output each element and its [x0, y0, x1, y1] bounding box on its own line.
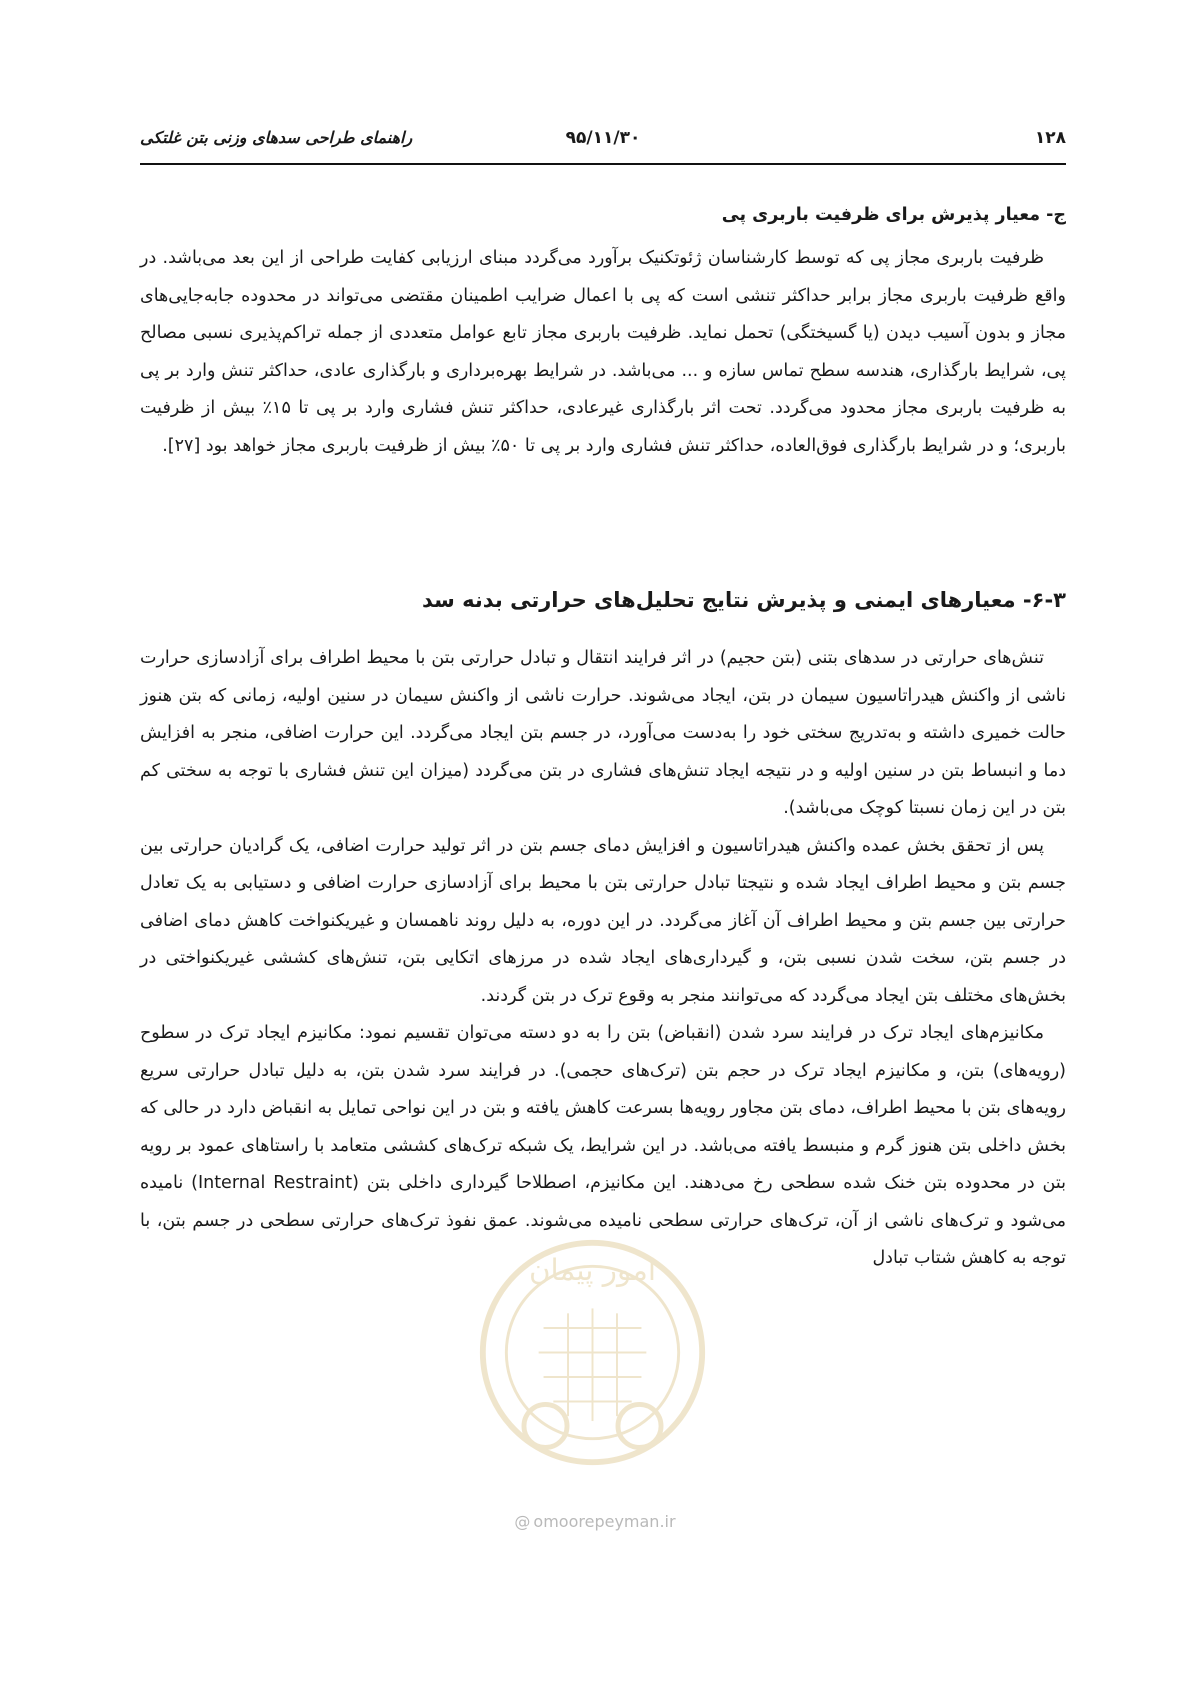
header-date: ۹۵/۱۱/۳۰ [565, 128, 641, 148]
at-icon: @ [514, 1512, 531, 1531]
paragraph: تنش‌های حرارتی در سدهای بتنی (بتن حجیم) در اثر فرایند انتقال و تبادل حرارتی بتن با محیط اطراف برای آزادسازی حرارت ناشی از واکنش هیدراتاسیون سیمان در بتن، ایجاد می‌شوند. حرارت ناشی از واکنش سیمان در سنین اولیه، زمانی که بتن هنوز حالت خمیری داشته و به‌تدریج سختی خود را به‌دست می‌آورد، در جسم بتن ایجاد می‌گردد. این حرارت اضافی، منجر به افزایش دما و انبساط بتن در سنین اولیه و در نتیجه ایجاد تنش‌های فشاری در بتن می‌گردد (میزان این تنش فشاری با توجه به سختی کم بتن در این زمان نسبتا کوچک می‌باشد). [140, 648, 1066, 818]
section-heading: ۶-۳- معیارهای ایمنی و پذیرش نتایج تحلیل‌های حرارتی بدنه سد [422, 588, 1066, 612]
paragraph: مکانیزم‌های ایجاد ترک در فرایند سرد شدن (انقباض) بتن را به دو دسته می‌توان تقسیم نمود: مکانیزم ایجاد ترک در سطوح (رویه‌های) بتن، و مکانیزم ایجاد ترک در حجم بتن (ترک‌های حجمی). در فرایند سرد شدن بتن، به دلیل تبادل حرارتی سریع رویه‌های بتن با محیط اطراف، دمای بتن مجاور رویه‌ها بسرعت کاهش یافته و بتن در این نواحی تمایل به انقباض دارد در حالی که بخش داخلی بتن هنوز گرم و منبسط یافته می‌باشد. در این شرایط، یک شبکه ترک‌های کششی متعامد با راستاهای عمود بر رویه بتن در محدوده بتن خنک شده سطحی رخ می‌دهند. این مکانیزم، اصطلاحا گیرداری داخلی بتن (Internal Restraint) نامیده می‌شود و ترک‌های ناشی از آن، ترک‌های حرارتی سطحی نامیده می‌شوند. عمق نفوذ ترک‌های حرارتی سطحی در جسم بتن، با توجه به کاهش شتاب تبادل [140, 1023, 1066, 1268]
paragraph: ظرفیت باربری مجاز پی که توسط کارشناسان ژئوتکنیک برآورد می‌گردد مبنای ارزیابی کفایت طراحی از این بعد می‌باشد. در واقع ظرفیت باربری مجاز برابر حداکثر تنشی است که پی با اعمال ضرایب اطمینان مقتضی می‌تواند در محدوده جابه‌جایی‌های مجاز و بدون آسیب دیدن (یا گسیختگی) تحمل نماید. ظرفیت باربری مجاز تابع عوامل متعددی از جمله تراکم‌پذیری نسبی مصالح پی، شرایط بارگذاری، هندسه سطح تماس سازه و ... می‌باشد. در شرایط بهره‌برداری و بارگذاری عادی، حداکثر تنش وارد بر پی به ظرفیت باربری مجاز محدود می‌گردد. تحت اثر بارگذاری غیرعادی، حداکثر تنش فشاری وارد بر پی تا ۱۵٪ بیش از ظرفیت باربری؛ و در شرایط بارگذاری فوق‌العاده، حداکثر تنش فشاری وارد بر پی تا ۵۰٪ بیش از ظرفیت باربری مجاز خواهد بود [۲۷]. [140, 248, 1066, 456]
running-header [140, 128, 1066, 158]
subsection-heading: ج- معیار پذیرش برای ظرفیت باربری پی [721, 205, 1066, 225]
subsection-body [140, 240, 1066, 465]
header-title: راهنمای طراحی سدهای وزنی بتن غلتکی [140, 128, 413, 147]
paragraph: پس از تحقق بخش عمده واکنش هیدراتاسیون و افزایش دمای جسم بتن در اثر تولید حرارت اضافی، یک گرادیان حرارتی بین جسم بتن و محیط اطراف ایجاد شده و نتیجتا تبادل حرارتی بتن با محیط برای آزادسازی حرارت اضافی و دستیابی به یک تعادل حرارتی بین جسم بتن و محیط اطراف آن آغاز می‌گردد. در این دوره، به دلیل روند ناهمسان و غیریکنواخت کاهش دمای اضافی در جسم بتن، سخت شدن نسبی بتن، و گیرداری‌های ایجاد شده در مرزهای اتکایی بتن، تنش‌های کششی غیریکنواختی در بخش‌های مختلف بتن ایجاد می‌گردد که می‌توانند منجر به وقوع ترک در بتن گردند. [140, 835, 1066, 1006]
watermark-logo [475, 1235, 710, 1470]
page-number: ۱۲۸ [1034, 128, 1066, 148]
watermark-url [0, 1512, 1190, 1531]
section-body [140, 640, 1066, 1278]
watermark-url-text: omoorepeyman.ir [533, 1512, 676, 1531]
watermark-logo-text: امور پیمان [528, 1253, 657, 1288]
header-divider [140, 163, 1066, 165]
